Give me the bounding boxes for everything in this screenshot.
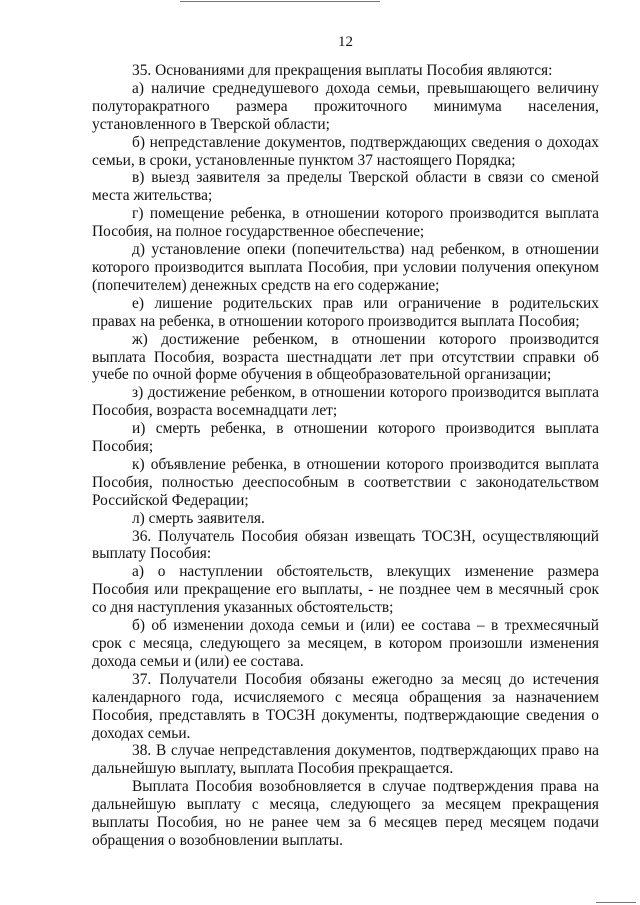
bottom-scan-line [596, 902, 636, 903]
list-item-35v: в) выезд заявителя за пределы Тверской области в связи со сменой места жительства; [92, 169, 599, 205]
list-item-35a: а) наличие среднедушевого дохода семьи, превышающего величину полуторакратного размера прожиточного минимума населения, установленного в Тверской области; [92, 79, 599, 133]
list-item-35k: к) объявление ребенка, в отношении которого производится выплата Пособия, полностью дееспособным в соответствии с законодательством Российской Федерации; [92, 455, 599, 509]
paragraph-35: 35. Основаниями для прекращения выплаты Пособия являются: [132, 62, 553, 79]
list-item-35b: б) непредставление документов, подтверждающих сведения о доходах семьи, в сроки, установленные пунктом 37 настоящего Порядка; [92, 133, 599, 169]
list-item-35l: л) смерть заявителя. [132, 509, 265, 527]
paragraph-37: 37. Получатели Пособия обязаны ежегодно за месяц до истечения календарного года, исчисляемого с месяца обращения за назначением Пособия, представлять в ТОСЗН документы, подтверждающие сведения о доходах семьи. [92, 670, 599, 742]
list-item-35e: е) лишение родительских прав или ограничение в родительских правах на ребенка, в отношении которого производится выплата Пособия; [92, 294, 599, 330]
list-item-35z: з) достижение ребенком, в отношении которого производится выплата Пособия, возраста восемнадцати лет; [92, 384, 599, 420]
document-page [92, 0, 599, 905]
page-number: 12 [338, 34, 353, 50]
list-item-35zh: ж) достижение ребенком, в отношении которого производится выплата Пособия, возраста шестнадцати лет при отсутствии справки об учебе по очной форме обучения в общеобразовательной организации; [92, 330, 599, 384]
paragraph-36: 36. Получатель Пособия обязан извещать ТОСЗН, осуществляющий выплату Пособия: [92, 527, 599, 563]
list-item-35d: д) установление опеки (попечительства) над ребенком, в отношении которого производится выплата Пособия, при условии получения опекуном (попечителем) денежных средств на его содержание; [92, 241, 599, 294]
paragraph-38-continuation: Выплата Пособия возобновляется в случае подтверждения права на дальнейшую выплату с месяца, следующего за месяцем прекращения выплаты Пособия, но не ранее чем за 6 месяцев перед месяцем подачи обращения о возобновлении выплаты. [92, 778, 599, 849]
list-item-35i: и) смерть ребенка, в отношении которого производится выплата Пособия; [92, 420, 599, 456]
list-item-35g: г) помещение ребенка, в отношении которого производится выплата Пособия, на полное государственное обеспечение; [92, 205, 599, 241]
list-item-36b: б) об изменении дохода семьи и (или) ее состава – в трехмесячный срок с месяца, следующего за месяцем, в котором произошли изменения дохода семьи и (или) ее состава. [92, 617, 599, 670]
document-body [92, 62, 599, 850]
list-item-36a: а) о наступлении обстоятельств, влекущих изменение размера Пособия или прекращение его выплаты, - не позднее чем в месячный срок со дня наступления указанных обстоятельств; [92, 563, 599, 617]
paragraph-38: 38. В случае непредставления документов, подтверждающих право на дальнейшую выплату, выплата Пособия прекращается. [92, 742, 599, 778]
